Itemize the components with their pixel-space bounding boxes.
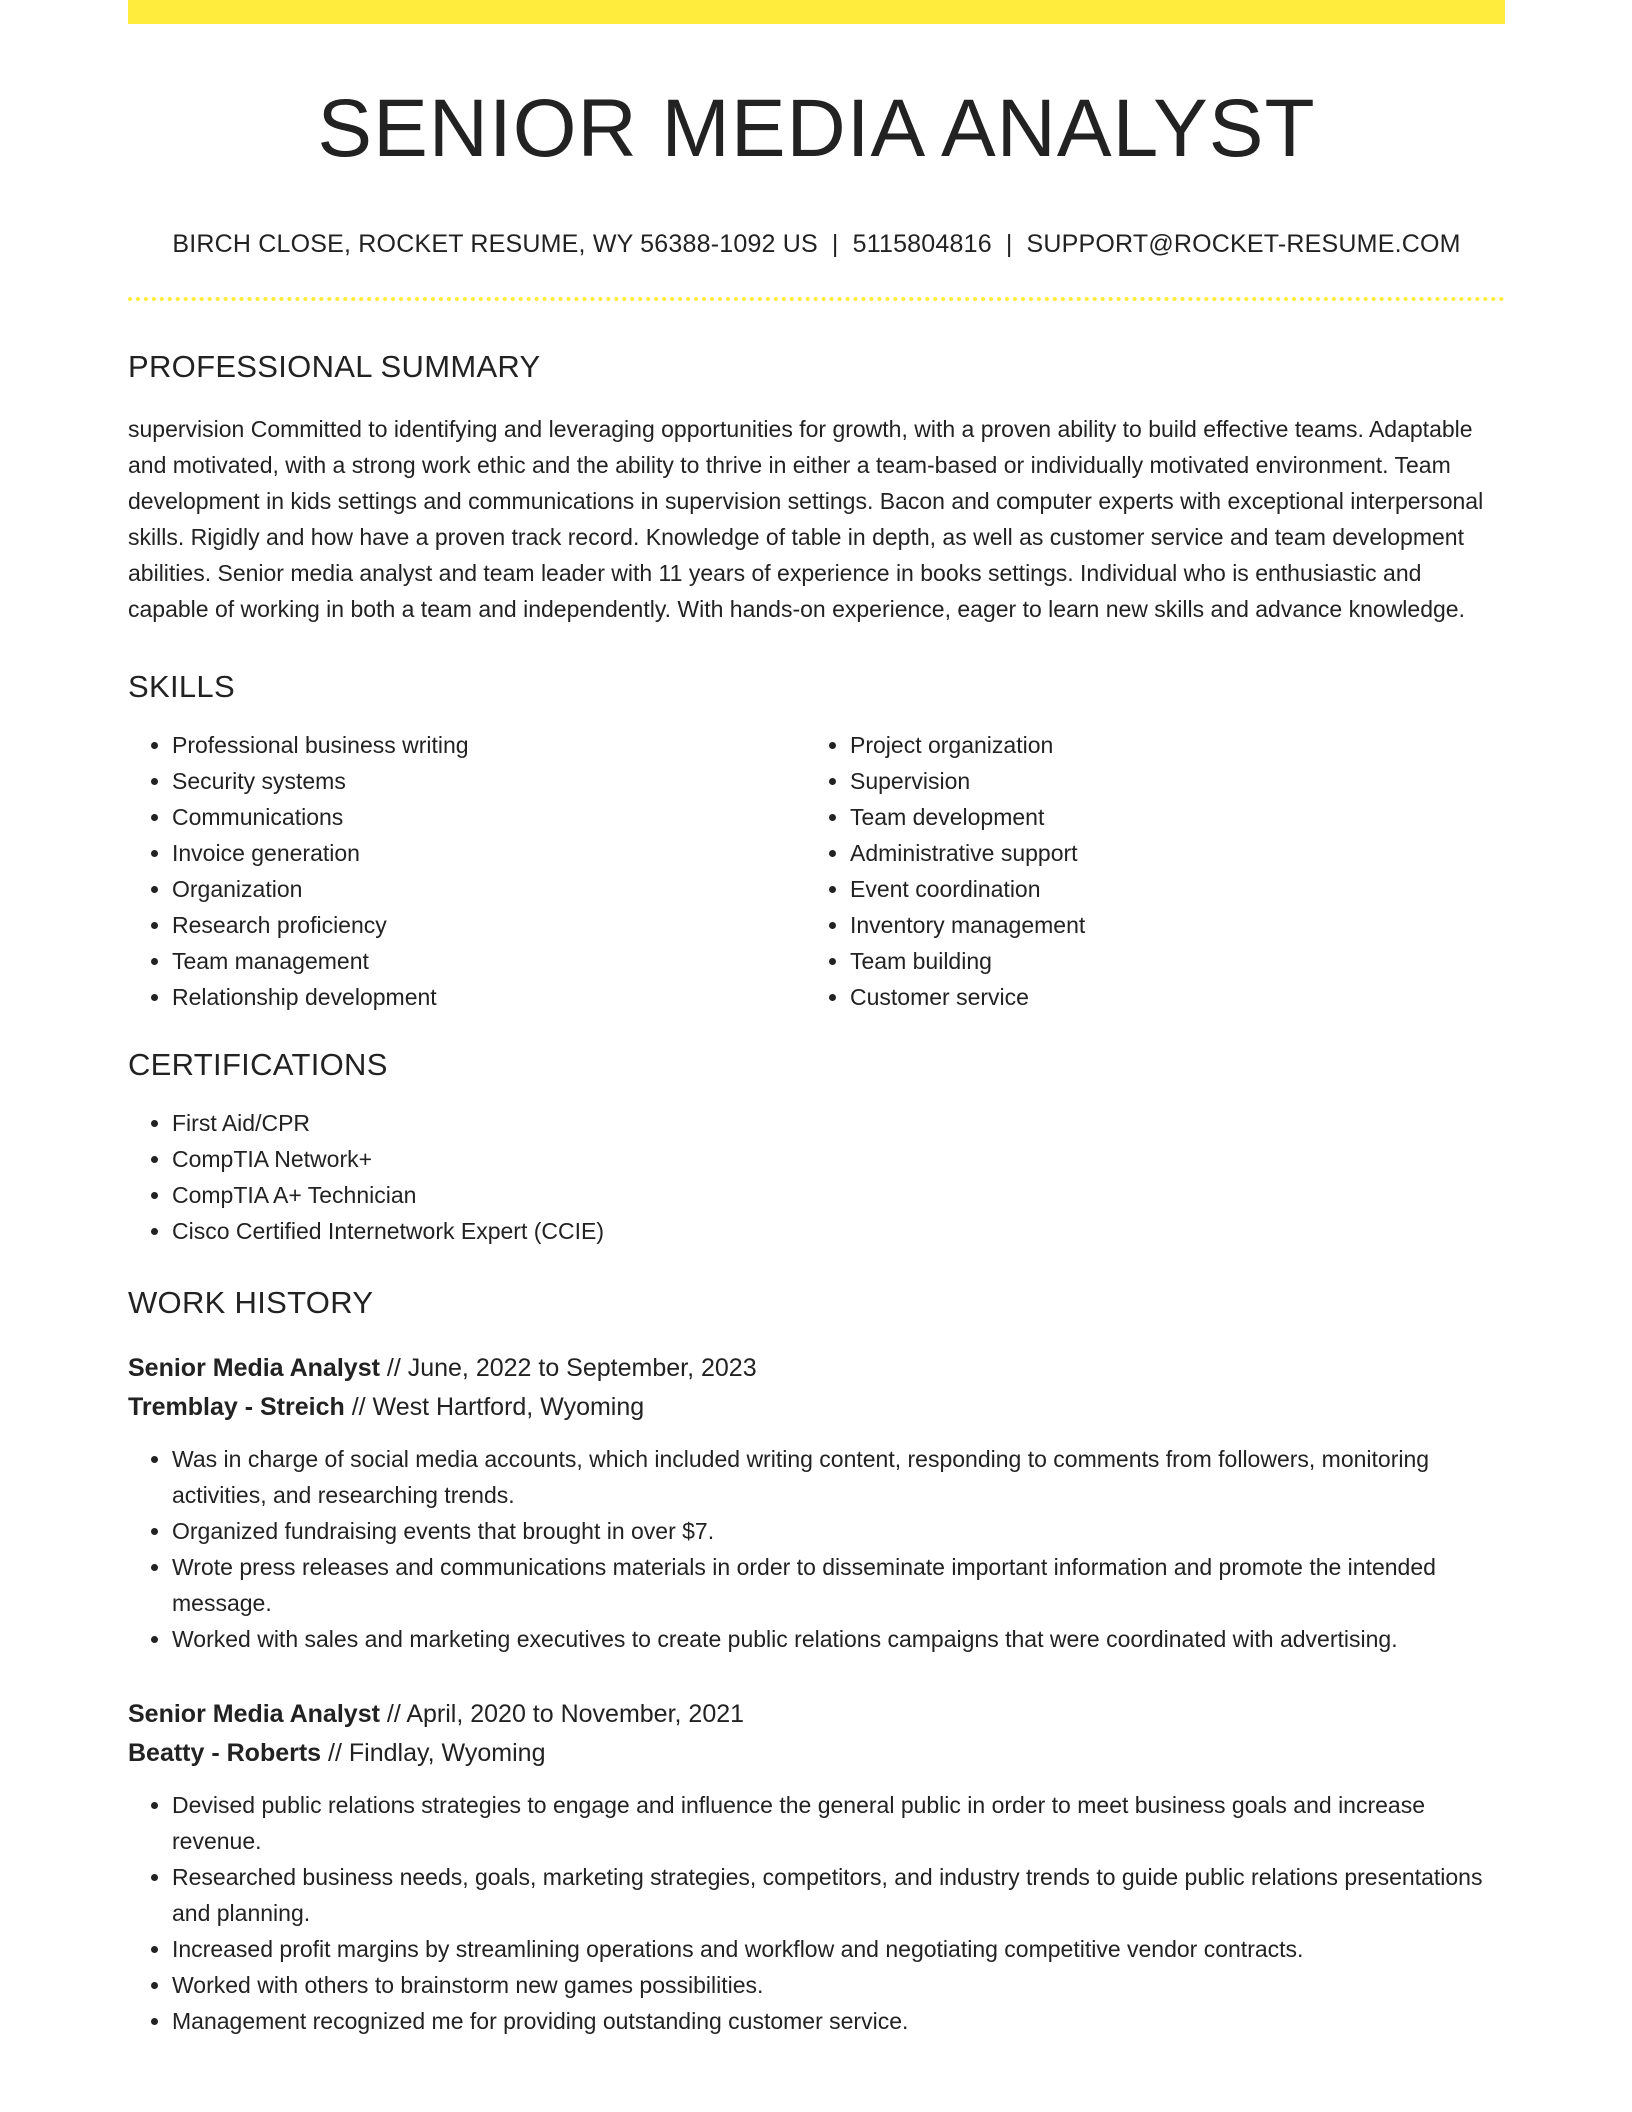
contact-separator: | <box>831 230 839 259</box>
certifications-list <box>128 1105 1505 1249</box>
skill-item: • Team development <box>850 799 1484 835</box>
skill-item: • Research proficiency <box>172 907 806 943</box>
skill-item: • Security systems <box>172 763 806 799</box>
contact-email: SUPPORT@ROCKET-RESUME.COM <box>1026 230 1461 259</box>
skills-columns <box>128 727 1505 1015</box>
skill-item: • Customer service <box>850 979 1484 1015</box>
summary-heading: PROFESSIONAL SUMMARY <box>128 349 541 385</box>
job-title: Senior Media Analyst <box>128 1700 380 1729</box>
certification-item: • First Aid/CPR <box>172 1105 1505 1141</box>
dotted-divider <box>128 297 1505 301</box>
job-bullets <box>128 1787 1505 2039</box>
skill-item: • Project organization <box>850 727 1484 763</box>
skill-item: • Team management <box>172 943 806 979</box>
job-dates: June, 2022 to September, 2023 <box>407 1354 757 1383</box>
job-entry <box>128 1695 1505 2039</box>
skill-item: • Administrative support <box>850 835 1484 871</box>
job-company-line <box>128 1734 1505 1773</box>
certifications-heading: CERTIFICATIONS <box>128 1047 388 1083</box>
job-company-line <box>128 1388 1505 1427</box>
skill-item: • Organization <box>172 871 806 907</box>
job-bullet: • Increased profit margins by streamlining operations and workflow and negotiating competitive vendor contracts. <box>172 1931 1505 1967</box>
resume-title: SENIOR MEDIA ANALYST <box>317 83 1316 174</box>
skills-list-left <box>128 727 806 1015</box>
job-divider: // <box>379 1354 408 1383</box>
job-bullet: • Devised public relations strategies to engage and influence the general public in order to meet business goals and increase revenue. <box>172 1787 1505 1859</box>
job-bullet: • Researched business needs, goals, marketing strategies, competitors, and industry trends to guide public relations presentations and planning. <box>172 1859 1505 1931</box>
skill-item: • Professional business writing <box>172 727 806 763</box>
skill-item: • Team building <box>850 943 1484 979</box>
resume-page <box>128 0 1505 2039</box>
job-bullet: • Was in charge of social media accounts, which included writing content, responding to comments from followers, monitoring activities, and researching trends. <box>172 1441 1505 1513</box>
contact-separator: | <box>1005 230 1013 259</box>
skills-heading: SKILLS <box>128 669 235 705</box>
job-company: Tremblay - Streich <box>128 1393 345 1422</box>
skills-list-right <box>806 727 1484 1015</box>
skill-item: • Event coordination <box>850 871 1484 907</box>
job-divider: // <box>344 1393 373 1422</box>
summary-text: supervision Committed to identifying and leveraging opportunities for growth, with a proven ability to build effective teams. Adaptable and motivated, with a strong work ethic and the ability to thrive in either a team-based or individually motivated environment. Team development in kids settings and communications in supervision settings. Bacon and computer experts with exceptional interpersonal skills. Rigidly and how have a proven track record. Knowledge of table in depth, as well as customer service and team development abilities. Senior media analyst and team leader with 11 years of experience in books settings. Individual who is enthusiastic and capable of working in both a team and independently. With hands-on experience, eager to learn new skills and advance knowledge. <box>128 416 1484 623</box>
job-bullet: • Worked with sales and marketing executives to create public relations campaigns that were coordinated with advertising. <box>172 1621 1505 1657</box>
contact-line <box>128 230 1505 259</box>
job-title: Senior Media Analyst <box>128 1354 380 1383</box>
job-title-line <box>128 1695 1505 1734</box>
job-location: Findlay, Wyoming <box>348 1739 546 1768</box>
certification-item: • CompTIA A+ Technician <box>172 1177 1505 1213</box>
job-bullet: • Worked with others to brainstorm new games possibilities. <box>172 1967 1505 2003</box>
job-location: West Hartford, Wyoming <box>372 1393 645 1422</box>
skill-item: • Relationship development <box>172 979 806 1015</box>
job-bullets <box>128 1441 1505 1657</box>
work-history-heading: WORK HISTORY <box>128 1285 374 1321</box>
contact-address: BIRCH CLOSE, ROCKET RESUME, WY 56388-1092 US <box>172 230 818 259</box>
job-bullet: • Organized fundraising events that brought in over $7. <box>172 1513 1505 1549</box>
certification-item: • CompTIA Network+ <box>172 1141 1505 1177</box>
job-title-line <box>128 1349 1505 1388</box>
job-bullet: • Wrote press releases and communications materials in order to disseminate important information and promote the intended message. <box>172 1549 1505 1621</box>
job-dates: April, 2020 to November, 2021 <box>406 1700 745 1729</box>
job-company: Beatty - Roberts <box>128 1739 322 1768</box>
skill-item: • Communications <box>172 799 806 835</box>
job-bullet: • Management recognized me for providing outstanding customer service. <box>172 2003 1505 2039</box>
skill-item: • Inventory management <box>850 907 1484 943</box>
job-entry <box>128 1349 1505 1657</box>
accent-top-bar <box>128 0 1505 24</box>
certification-item: • Cisco Certified Internetwork Expert (CCIE) <box>172 1213 1505 1249</box>
job-divider: // <box>379 1700 407 1729</box>
contact-phone: 5115804816 <box>852 230 992 259</box>
skill-item: • Invoice generation <box>172 835 806 871</box>
skill-item: • Supervision <box>850 763 1484 799</box>
job-divider: // <box>321 1739 349 1768</box>
